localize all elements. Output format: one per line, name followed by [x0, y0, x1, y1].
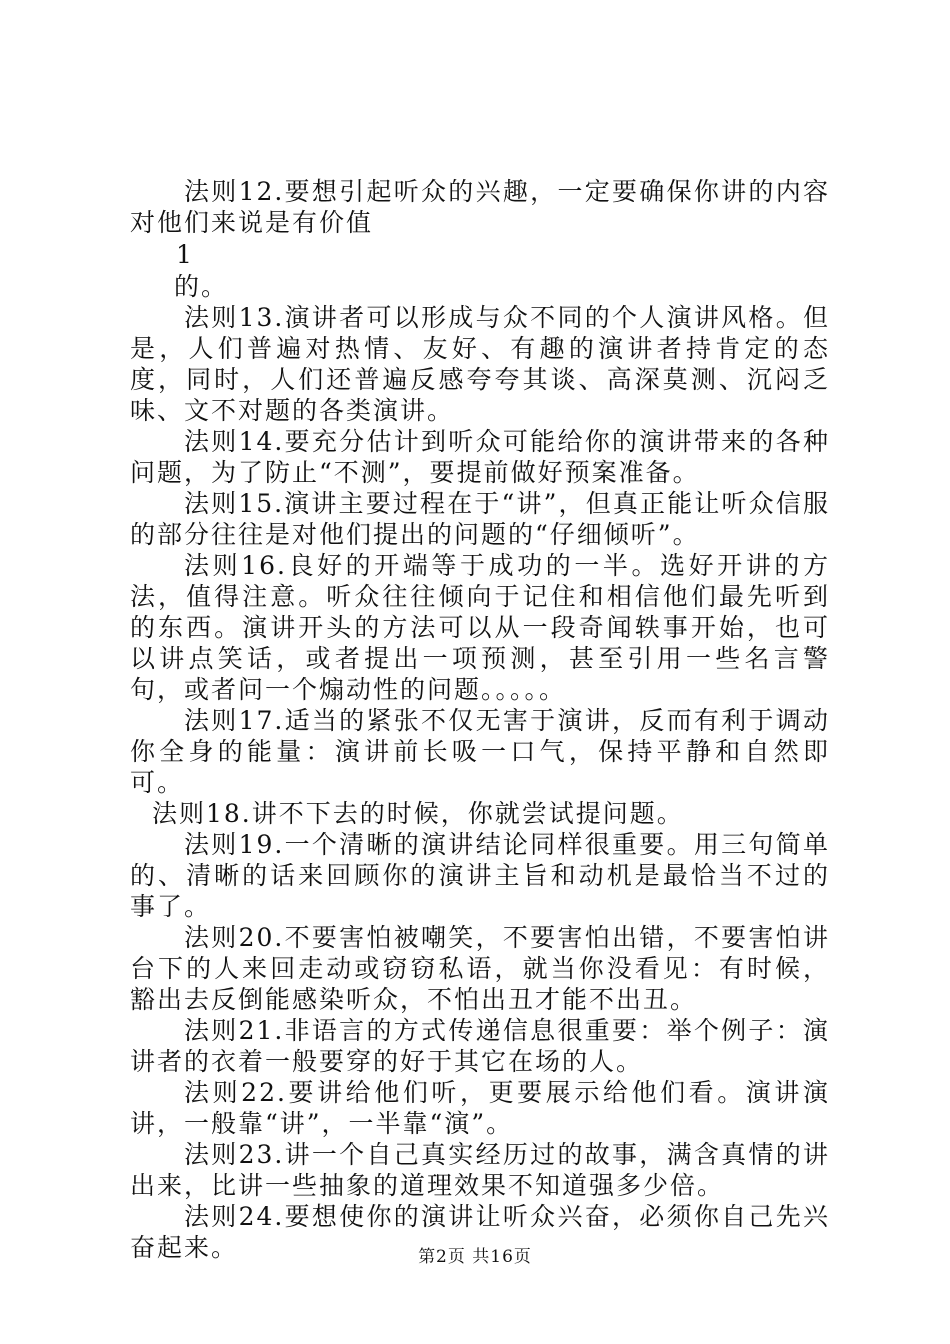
document-body: [130, 176, 830, 1263]
rule-16: 法则16.良好的开端等于成功的一半。选好开讲的方法，值得注意。听众往往倾向于记住和相信他们最先听到的东西。演讲开头的方法可以从一段奇闻轶事开始，也可以讲点笑话，或者提出一项预测，甚至引用一些名言警句，或者问一个煽动性的问题。。。。。: [130, 551, 830, 704]
page-footer: 第2页 共16页: [418, 1247, 532, 1267]
rule-23: 法则23.讲一个自己真实经历过的故事，满含真情的讲出来，比讲一些抽象的道理效果不知道强多少倍。: [130, 1140, 830, 1200]
rule-18: 法则18.讲不下去的时候，你就尝试提问题。: [152, 799, 684, 828]
rule-14: 法则14.要充分估计到听众可能给你的演讲带来的各种问题，为了防止“不测”，要提前做好预案准备。: [130, 427, 830, 487]
rule-22: 法则22.要讲给他们听，更要展示给他们看。演讲演讲，一般靠“讲”，一半靠“演”。: [130, 1078, 830, 1138]
rule-12-continuation: 的。: [174, 272, 229, 301]
rule-12: 法则12.要想引起听众的兴趣，一定要确保你讲的内容对他们来说是有价值: [130, 177, 830, 237]
rule-17: 法则17.适当的紧张不仅无害于演讲，反而有利于调动你全身的能量：演讲前长吸一口气，保持平静和自然即可。: [130, 706, 830, 797]
rule-24: 法则24.要想使你的演讲让听众兴奋，必须你自己先兴奋起来。: [130, 1202, 830, 1262]
stray-page-number: 1: [176, 240, 192, 269]
rule-20: 法则20.不要害怕被嘲笑，不要害怕出错，不要害怕讲台下的人来回走动或窃窃私语，就当你没看见：有时候，豁出去反倒能感染听众，不怕出丑才能不出丑。: [130, 923, 830, 1014]
rule-21: 法则21.非语言的方式传递信息很重要：举个例子：演讲者的衣着一般要穿的好于其它在场的人。: [130, 1016, 830, 1076]
rule-15: 法则15.演讲主要过程在于“讲”，但真正能让听众信服的部分往往是对他们提出的问题的“仔细倾听”。: [130, 489, 830, 549]
rule-13: 法则13.演讲者可以形成与众不同的个人演讲风格。但是，人们普遍对热情、友好、有趣的演讲者持肯定的态度，同时，人们还普遍反感夸夸其谈、高深莫测、沉闷乏味、文不对题的各类演讲。: [130, 303, 830, 425]
rule-19: 法则19.一个清晰的演讲结论同样很重要。用三句简单的、清晰的话来回顾你的演讲主旨和动机是最恰当不过的事了。: [130, 830, 830, 921]
